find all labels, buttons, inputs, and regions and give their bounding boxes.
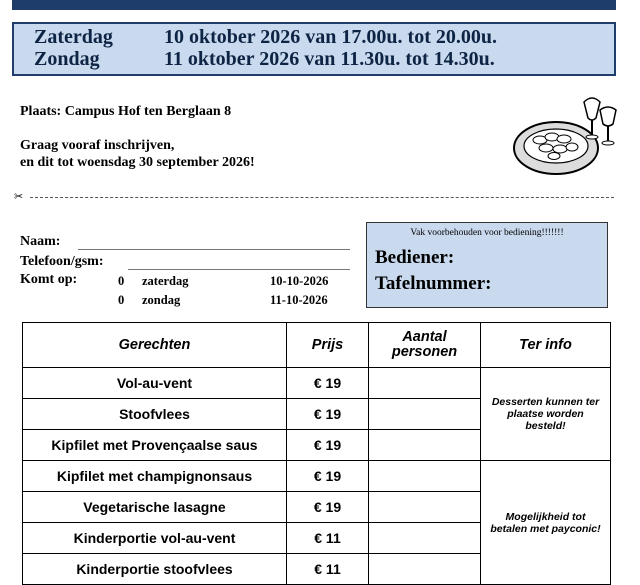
register-text-line1: Graag vooraf inschrijven, [20, 138, 175, 153]
dish-price: € 19 [287, 461, 369, 492]
date-day: Zondag [34, 48, 100, 70]
name-field[interactable] [78, 248, 350, 250]
checkbox-mark[interactable]: 0 [118, 293, 125, 307]
option-day: zaterdag [142, 274, 189, 288]
dish-price: € 11 [287, 523, 369, 554]
date-day: Zaterdag [34, 26, 113, 48]
table-row [23, 368, 611, 399]
persons-input[interactable] [369, 368, 481, 399]
staff-reserved-box [366, 222, 608, 308]
header-bar [12, 0, 616, 10]
date-time: 10 oktober 2026 van 17.00u. tot 20.00u. [164, 26, 497, 48]
dish-price: € 19 [287, 399, 369, 430]
menu-table [22, 322, 611, 585]
dish-name: Vegetarische lasagne [23, 492, 287, 523]
dish-price: € 19 [287, 492, 369, 523]
table-number-label: Tafelnummer: [375, 273, 492, 294]
option-date: 10-10-2026 [270, 274, 329, 288]
date-row-sunday [34, 47, 495, 71]
name-label: Naam: [20, 234, 61, 249]
persons-input[interactable] [369, 399, 481, 430]
persons-input[interactable] [369, 492, 481, 523]
register-text-line2: en dit tot woensdag 30 september 2026! [20, 155, 255, 170]
option-date: 11-10-2026 [270, 293, 328, 307]
info-note-desserts: Desserten kunnen ter plaatse worden besteld! [481, 368, 611, 461]
dish-name: Vol-au-vent [23, 368, 287, 399]
phone-label: Telefoon/gsm: [20, 254, 104, 269]
option-saturday[interactable] [118, 274, 189, 289]
persons-input[interactable] [369, 430, 481, 461]
header-info: Ter info [481, 323, 611, 368]
header-persons: Aantal personen [369, 323, 481, 368]
option-day: zondag [142, 293, 181, 307]
attendance-label: Komt op: [20, 272, 78, 287]
dish-name: Kipfilet met Provençaalse saus [23, 430, 287, 461]
phone-field[interactable] [128, 268, 350, 270]
food-platter-icon [510, 90, 620, 182]
dish-price: € 11 [287, 554, 369, 585]
date-row-saturday [34, 25, 497, 49]
location-text: Plaats: Campus Hof ten Berglaan 8 [20, 104, 232, 119]
dish-name: Kinderportie stoofvlees [23, 554, 287, 585]
persons-input[interactable] [369, 461, 481, 492]
dish-name: Stoofvlees [23, 399, 287, 430]
dashed-divider [30, 197, 614, 198]
table-row [23, 461, 611, 492]
dish-name: Kinderportie vol-au-vent [23, 523, 287, 554]
persons-input[interactable] [369, 523, 481, 554]
dish-price: € 19 [287, 368, 369, 399]
dish-price: € 19 [287, 430, 369, 461]
header-dishes: Gerechten [23, 323, 287, 368]
info-note-payment: Mogelijkheid tot betalen met payconic! [481, 461, 611, 585]
checkbox-mark[interactable]: 0 [118, 274, 125, 288]
date-box [12, 22, 616, 76]
scissors-icon: ✂ [14, 191, 24, 203]
table-header-row [23, 323, 611, 368]
header-price: Prijs [287, 323, 369, 368]
dish-name: Kipfilet met champignonsaus [23, 461, 287, 492]
reserved-title: Vak voorbehouden voor bediening!!!!!!! [410, 228, 564, 238]
date-time: 11 oktober 2026 van 11.30u. tot 14.30u. [164, 48, 495, 70]
cut-line [14, 190, 626, 204]
option-sunday[interactable] [118, 293, 180, 308]
server-label: Bediener: [375, 247, 455, 268]
